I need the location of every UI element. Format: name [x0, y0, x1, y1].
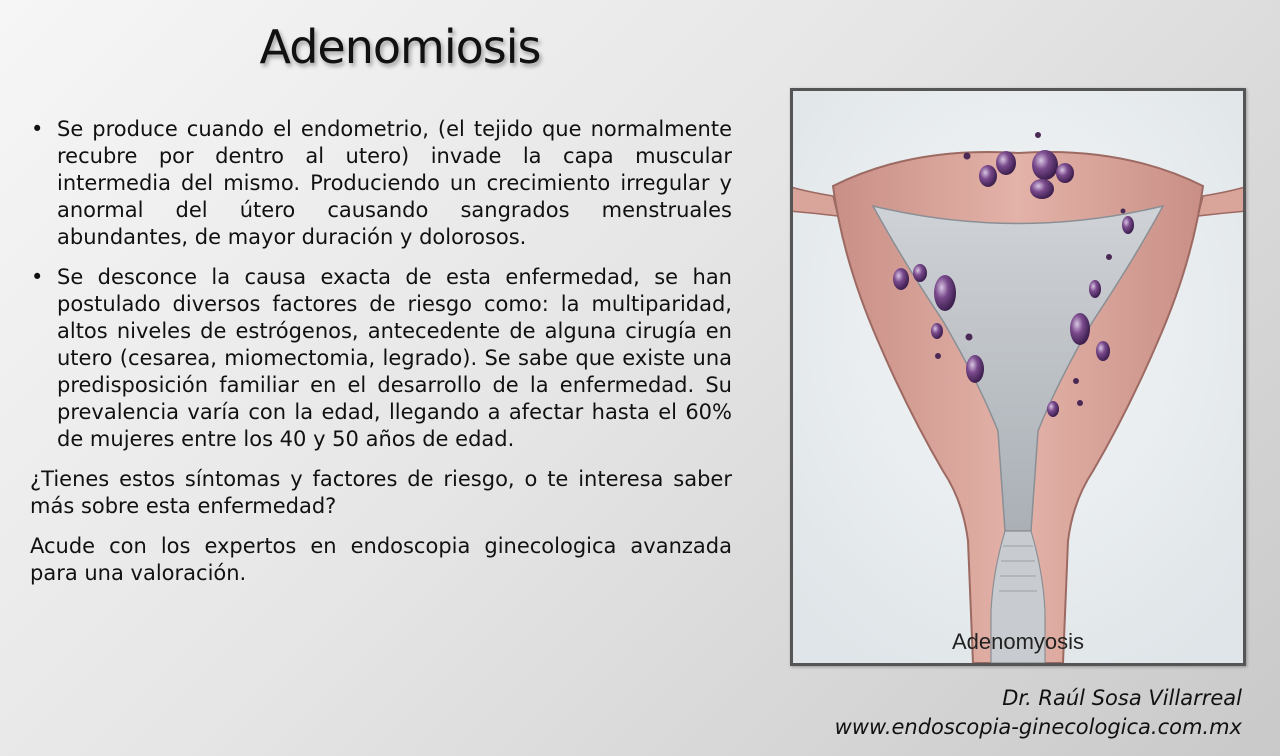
uterus-diagram — [793, 91, 1243, 663]
bullet-definition: • Se produce cuando el endometrio, (el tejido que normalmente recubre por dentro al utero) invade la capa muscular intermedia del mismo. Produciendo un crecimiento irregular y anormal del útero causando sangrados menstruales abundantes, de mayor duración y dolorosos. — [30, 116, 732, 251]
author-name: Dr. Raúl Sosa Villarreal — [1002, 686, 1242, 710]
call-to-action-paragraph: Acude con los expertos en endoscopia ginecologica avanzada para una valoración. — [30, 534, 732, 585]
question-paragraph: ¿Tienes estos síntomas y factores de riesgo, o te interesa saber más sobre esta enfermedad? — [30, 467, 732, 518]
slide-title: Adenomiosis — [259, 20, 541, 74]
bullet-causes: • Se desconce la causa exacta de esta enfermedad, se han postulado diversos factores de riesgo como: la multiparidad, altos niveles de estrógenos, antecedente de alguna cirugía en utero (cesarea, miomectomia, legrado). Se sabe que existe una predisposición familiar en el desarrollo de la enfermedad. Su prevalencia varía con la edad, llegando a afectar hasta el 60% de mujeres entre los 40 y 50 años de edad. — [30, 264, 732, 453]
website-url: www.endoscopia-ginecologica.com.mx — [834, 715, 1242, 739]
adenomyosis-illustration — [790, 88, 1246, 666]
footer — [835, 684, 1242, 742]
figure-caption: Adenomyosis — [951, 629, 1085, 654]
slide-body — [30, 116, 732, 600]
